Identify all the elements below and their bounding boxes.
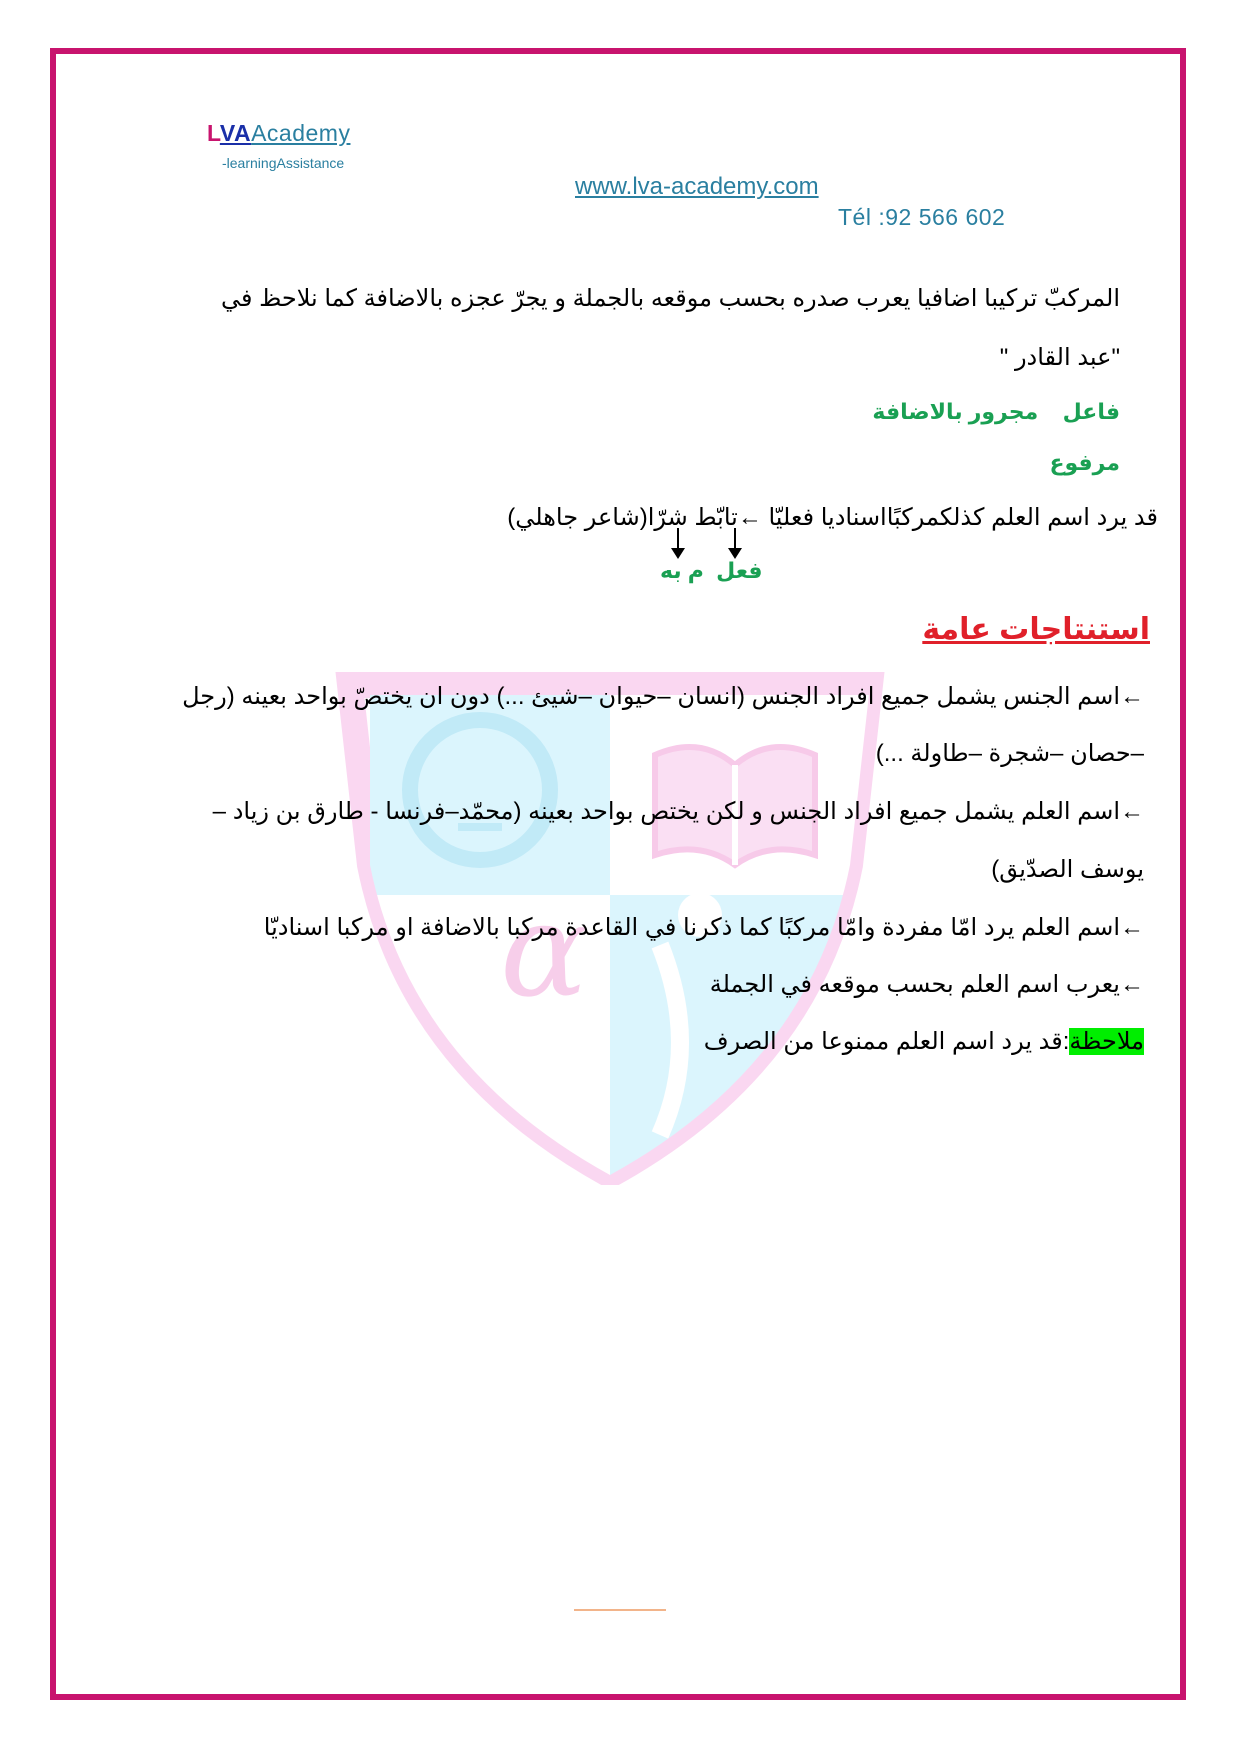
note-label: ملاحظة — [1069, 1028, 1144, 1055]
logo-va: VA — [219, 120, 252, 146]
conclusion-2-line-1: ←اسم العلم يشمل جميع افراد الجنس و لكن يختص بواحد بعينه (محمّد–فرنسا - طارق بن زياد – — [212, 798, 1144, 825]
note-text: :قد يرد اسم العلم ممنوعا من الصرف — [703, 1028, 1070, 1055]
label-faail: فاعل — [1062, 399, 1120, 424]
conclusion-2-line-2: يوسف الصدّيق) — [991, 856, 1144, 883]
conclusion-1-line-2: –حصان –شجرة –طاولة ...) — [875, 740, 1144, 767]
example-line: قد يرد اسم العلم كذلكمركبًااسناديا فعليّا ←تابّط شرّا(شاعر جاهلي) — [507, 504, 1158, 531]
down-arrow-icon — [725, 528, 745, 560]
website-link[interactable]: www.lva-academy.com — [575, 173, 819, 200]
footer-divider — [574, 1609, 666, 1611]
logo-l: L — [207, 120, 220, 146]
conclusions-heading: استنتاجات عامة — [922, 613, 1150, 646]
note — [704, 1027, 1144, 1056]
label-majrour: مجرور بالاضافة — [872, 399, 1039, 424]
label-fi3l: فعل — [716, 558, 763, 583]
logo-academy: Academy — [251, 120, 351, 146]
tagline: -learningAssistance — [222, 155, 345, 171]
svg-text:α: α — [500, 874, 588, 1026]
conclusion-1-line-1: ←اسم الجنس يشمل جميع افراد الجنس (انسان –حيوان –شيئ ...) دون ان يختصّ بواحد بعينه (رجل — [182, 683, 1144, 710]
green-labels-row-1 — [872, 399, 1120, 425]
intro-line-1: المركبّ تركيبا اضافيا يعرب صدره بحسب موقعه بالجملة و يجرّ عجزه بالاضافة كما نلاحظ في — [220, 285, 1120, 312]
arrow-labels — [660, 558, 763, 584]
conclusion-3: ←اسم العلم يرد امّا مفردة وامّا مركبًا كما ذكرنا في القاعدة مركبا بالاضافة او مركبا اسناديّا — [263, 914, 1144, 941]
conclusion-4: ←يعرب اسم العلم بحسب موقعه في الجملة — [709, 971, 1144, 998]
down-arrow-icon — [668, 528, 688, 560]
phone-number: Tél :92 566 602 — [838, 204, 1006, 230]
intro-line-2: "عبد القادر " — [999, 344, 1120, 371]
green-label-marfou: مرفوع — [1049, 450, 1120, 475]
label-maf3oul-bih: م به — [660, 558, 704, 583]
lva-logo — [207, 120, 350, 147]
